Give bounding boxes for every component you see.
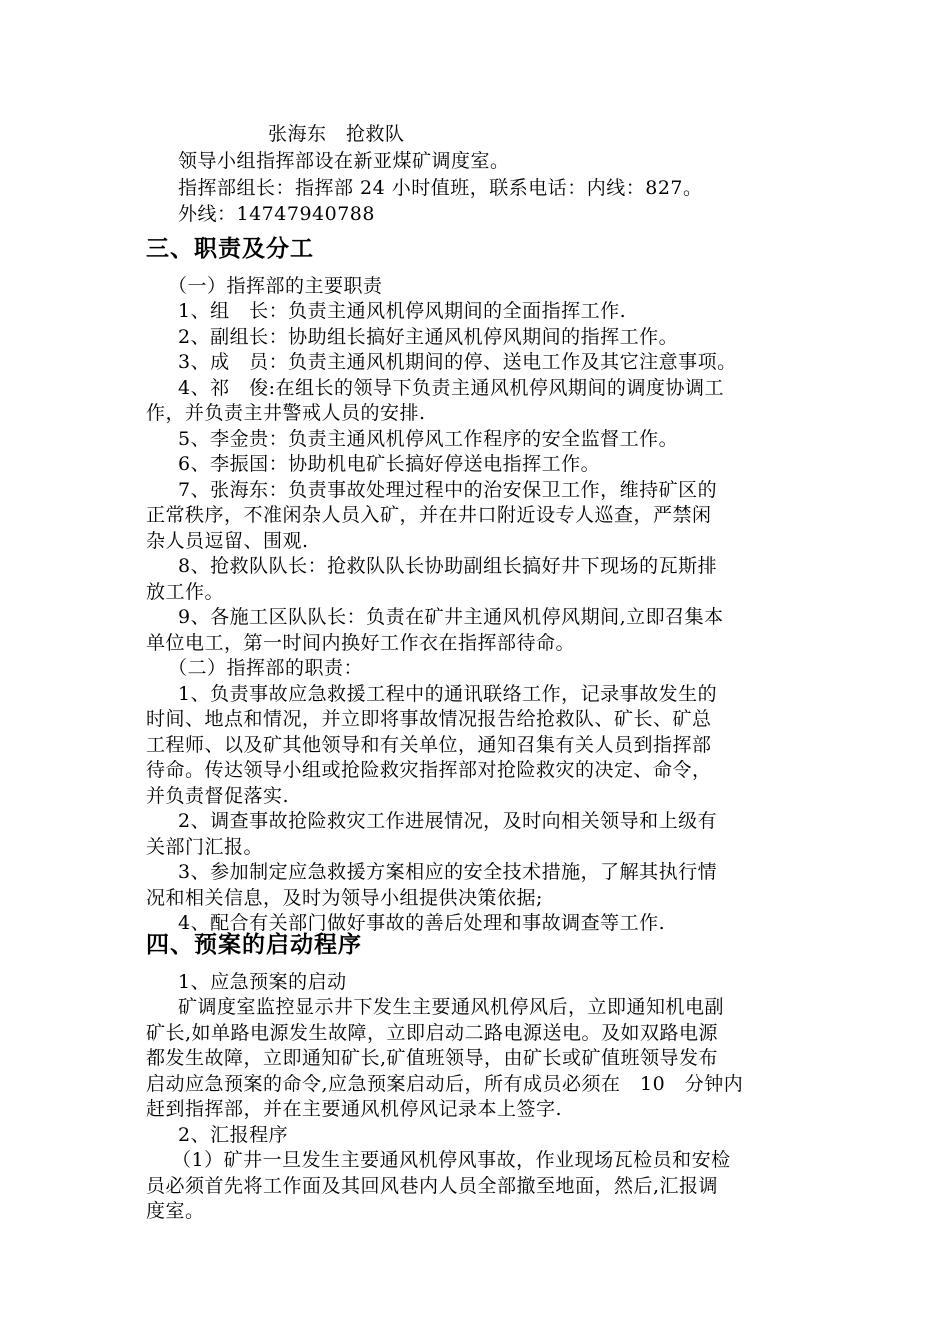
text-line: 3、成 员：负责主通风机期间的停、送电工作及其它注意事项。 [178, 351, 737, 373]
text-line: 正常秩序，不准闲杂人员入矿，并在井口附近设专人巡查，严禁闲 [146, 504, 712, 526]
text-line: 6、李振国：协助机电矿长搞好停送电指挥工作。 [178, 453, 601, 475]
text-line: 4、祁 俊:在组长的领导下负责主通风机停风期间的调度协调工 [178, 377, 724, 399]
text-line: 外线：14747940788 [178, 203, 375, 225]
text-line: 都发生故障，立即通知矿长,矿值班领导，由矿长或矿值班领导发布 [146, 1047, 719, 1069]
text-line: 3、参加制定应急救援方案相应的安全技术措施，了解其执行情 [178, 861, 718, 883]
section-heading: 四、预案的启动程序 [146, 932, 362, 958]
text-line: 2、副组长：协助组长搞好主通风机停风期间的指挥工作。 [178, 326, 679, 348]
text-line: 杂人员逗留、围观. [146, 530, 309, 552]
text-line: 作，并负责主井警戒人员的安排. [146, 402, 426, 424]
text-line: （1）矿井一旦发生主要通风机停风事故，作业现场瓦检员和安检 [172, 1149, 731, 1171]
text-line: 度室。 [146, 1200, 205, 1222]
text-line: 员必须首先将工作面及其回风巷内人员全部撤至地面，然后,汇报调 [146, 1175, 719, 1197]
section-heading: 三、职责及分工 [146, 236, 314, 262]
text-line: 关部门汇报。 [146, 836, 264, 858]
text-line: 2、调查事故抢险救灾工作进展情况，及时向相关领导和上级有 [178, 810, 718, 832]
text-line: 8、抢救队队长：抢救队队长协助副组长搞好井下现场的瓦斯排 [178, 555, 718, 577]
text-line: 4、配合有关部门做好事故的善后处理和事故调查等工作. [178, 912, 666, 934]
text-line: 矿调度室监控显示井下发生主要通风机停风后，立即通知机电副 [178, 996, 725, 1018]
subheading: （一）指挥部的主要职责 [168, 275, 383, 297]
text-line: 1、负责事故应急救援工程中的通讯联络工作，记录事故发生的 [178, 683, 718, 705]
text-line: 张海东 抢救队 [268, 123, 405, 145]
text-line: 领导小组指挥部设在新亚煤矿调度室。 [178, 150, 510, 172]
text-line: 2、汇报程序 [178, 1124, 289, 1146]
text-line: 9、各施工区队队长：负责在矿井主通风机停风期间,立即召集本 [178, 606, 724, 628]
text-line: 待命。传达领导小组或抢险救灾指挥部对抢险救灾的决定、命令， [146, 759, 712, 781]
text-line: 矿长,如单路电源发生故障，立即启动二路电源送电。及如双路电源 [146, 1022, 719, 1044]
text-line: 工程师、以及矿其他领导和有关单位，通知召集有关人员到指挥部 [146, 734, 712, 756]
text-line: 放工作。 [146, 581, 225, 603]
text-line: 况和相关信息，及时为领导小组提供决策依据; [146, 887, 543, 909]
text-line: 1、组 长：负责主通风机停风期间的全面指挥工作. [178, 300, 627, 322]
text-line: 赶到指挥部，并在主要通风机停风记录本上签字. [146, 1098, 563, 1120]
text-line: 时间、地点和情况，并立即将事故情况报告给抢救队、矿长、矿总 [146, 708, 712, 730]
text-line: 5、李金贵：负责主通风机停风工作程序的安全监督工作。 [178, 428, 679, 450]
text-line: 7、张海东：负责事故处理过程中的治安保卫工作，维持矿区的 [178, 479, 718, 501]
text-line: 单位电工，第一时间内换好工作衣在指挥部待命。 [146, 632, 576, 654]
text-line: 启动应急预案的命令,应急预案启动后，所有成员必须在 10 分钟内 [146, 1073, 744, 1095]
text-line: 指挥部组长：指挥部 24 小时值班，联系电话：内线：827。 [178, 177, 703, 199]
text-line: 1、应急预案的启动 [178, 971, 347, 993]
text-line: 并负责督促落实. [146, 785, 290, 807]
subheading: （二）指挥部的职责： [168, 657, 364, 679]
